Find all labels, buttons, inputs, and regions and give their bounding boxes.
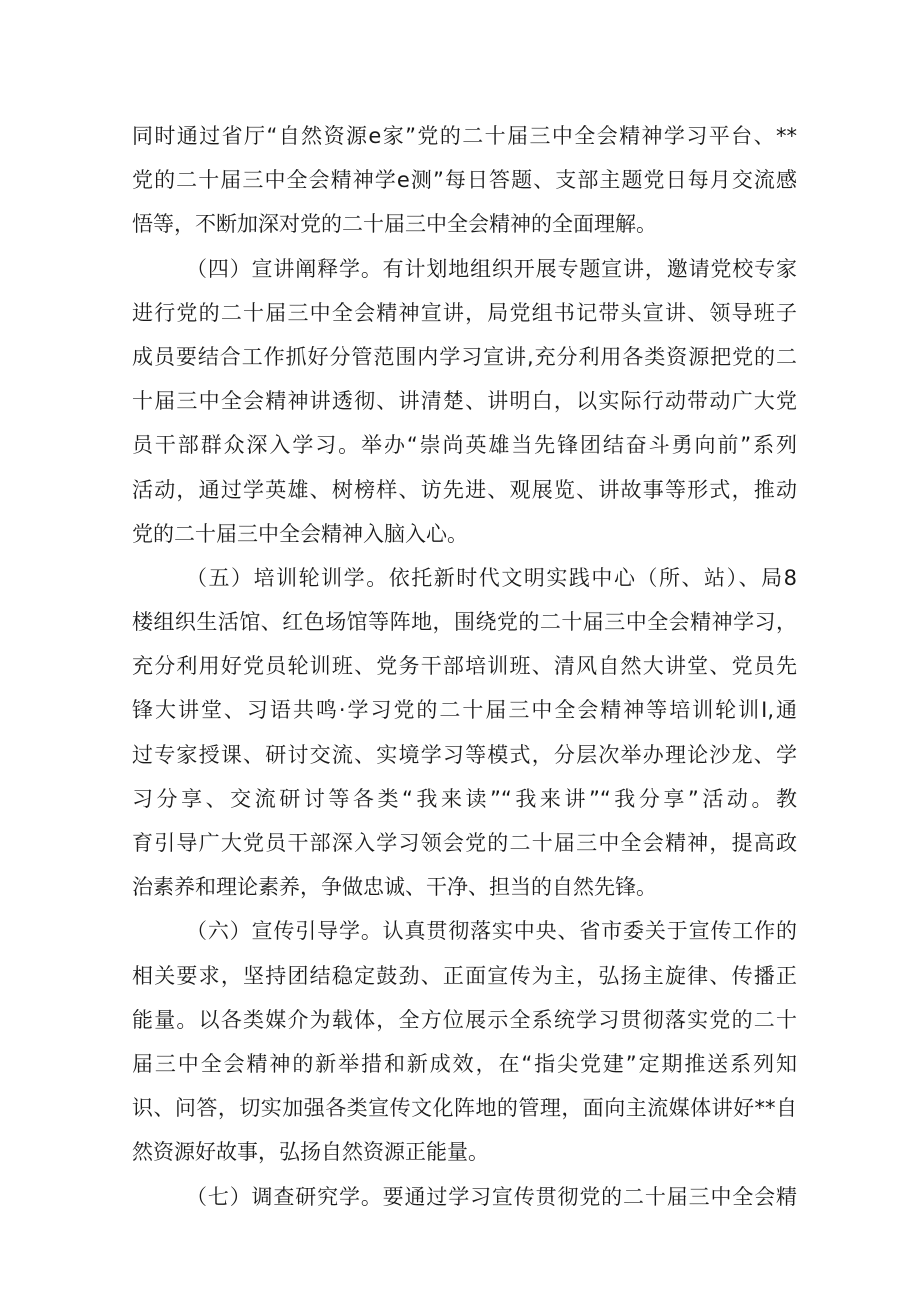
text-line: 过专家授课、研讨交流、实境学习等模式，分层次举办理论沙龙、学 — [132, 742, 797, 767]
text-line: 届三中全会精神的新举措和新成效，在“指尖党建”定期推送系列知 — [132, 1051, 797, 1076]
text-line: 能量。以各类媒介为载体，全方位展示全系统学习贯彻落实党的二十 — [132, 1007, 797, 1032]
text-line: 充分利用好党员轮训班、党务干部培训班、清风自然大讲堂、党员先 — [132, 654, 797, 679]
text-line: 成员要结合工作抓好分管范围内学习宣讲,充分利用各类资源把党的二 — [132, 344, 797, 369]
text-line: 然资源好故事，弘扬自然资源正能量。 — [132, 1140, 489, 1165]
text-line: 进行党的二十届三中全会精神宣讲，局党组书记带头宣讲、领导班子 — [132, 300, 797, 325]
text-line: 党的二十届三中全会精神入脑入心。 — [132, 521, 468, 546]
text-line: 十届三中全会精神讲透彻、讲清楚、讲明白，以实际行动带动广大党 — [132, 389, 797, 414]
text-line: 活动，通过学英雄、树榜样、访先进、观展览、讲故事等形式，推动 — [132, 477, 797, 502]
paragraph-first-line: （四）宣讲阐释学。有计划地组织开展专题宣讲，邀请党校专家 — [186, 256, 797, 281]
text-line: 治素养和理论素养，争做忠诚、干净、担当的自然先锋。 — [132, 875, 657, 900]
text-line: 党的二十届三中全会精神学e测”每日答题、支部主题党日每月交流感 — [132, 168, 797, 193]
paragraph-first-line: （六）宣传引导学。认真贯彻落实中央、省市委关于宣传工作的 — [186, 919, 797, 944]
paragraph-first-line: （五）培训轮训学。依托新时代文明实践中心（所、站）、局8 — [186, 565, 797, 590]
text-line: 习分享、交流研讨等各类“我来读”“我来讲”“我分享”活动。教 — [132, 786, 797, 811]
text-line: 楼组织生活馆、红色场馆等阵地，围绕党的二十届三中全会精神学习， — [132, 610, 797, 635]
text-line: 锋大讲堂、习语共鸣·学习党的二十届三中全会精神等培训轮训I,通 — [132, 698, 797, 723]
text-line: 育引导广大党员干部深入学习领会党的二十届三中全会精神，提高政 — [132, 831, 797, 855]
text-line: 悟等，不断加深对党的二十届三中全会精神的全面理解。 — [132, 212, 657, 237]
text-line: 同时通过省厅“自然资源e家”党的二十届三中全会精神学习平台、** — [132, 124, 797, 148]
body-text — [132, 114, 797, 1219]
text-line: 识、问答，切实加强各类宣传文化阵地的管理，面向主流媒体讲好**自 — [132, 1096, 797, 1121]
paragraph-first-line: （七）调查研究学。要通过学习宣传贯彻党的二十届三中全会精 — [186, 1184, 797, 1209]
text-line: 员干部群众深入学习。举办“崇尚英雄当先锋团结奋斗勇向前”系列 — [132, 433, 797, 458]
text-line: 相关要求，坚持团结稳定鼓劲、正面宣传为主，弘扬主旋律、传播正 — [132, 963, 797, 988]
